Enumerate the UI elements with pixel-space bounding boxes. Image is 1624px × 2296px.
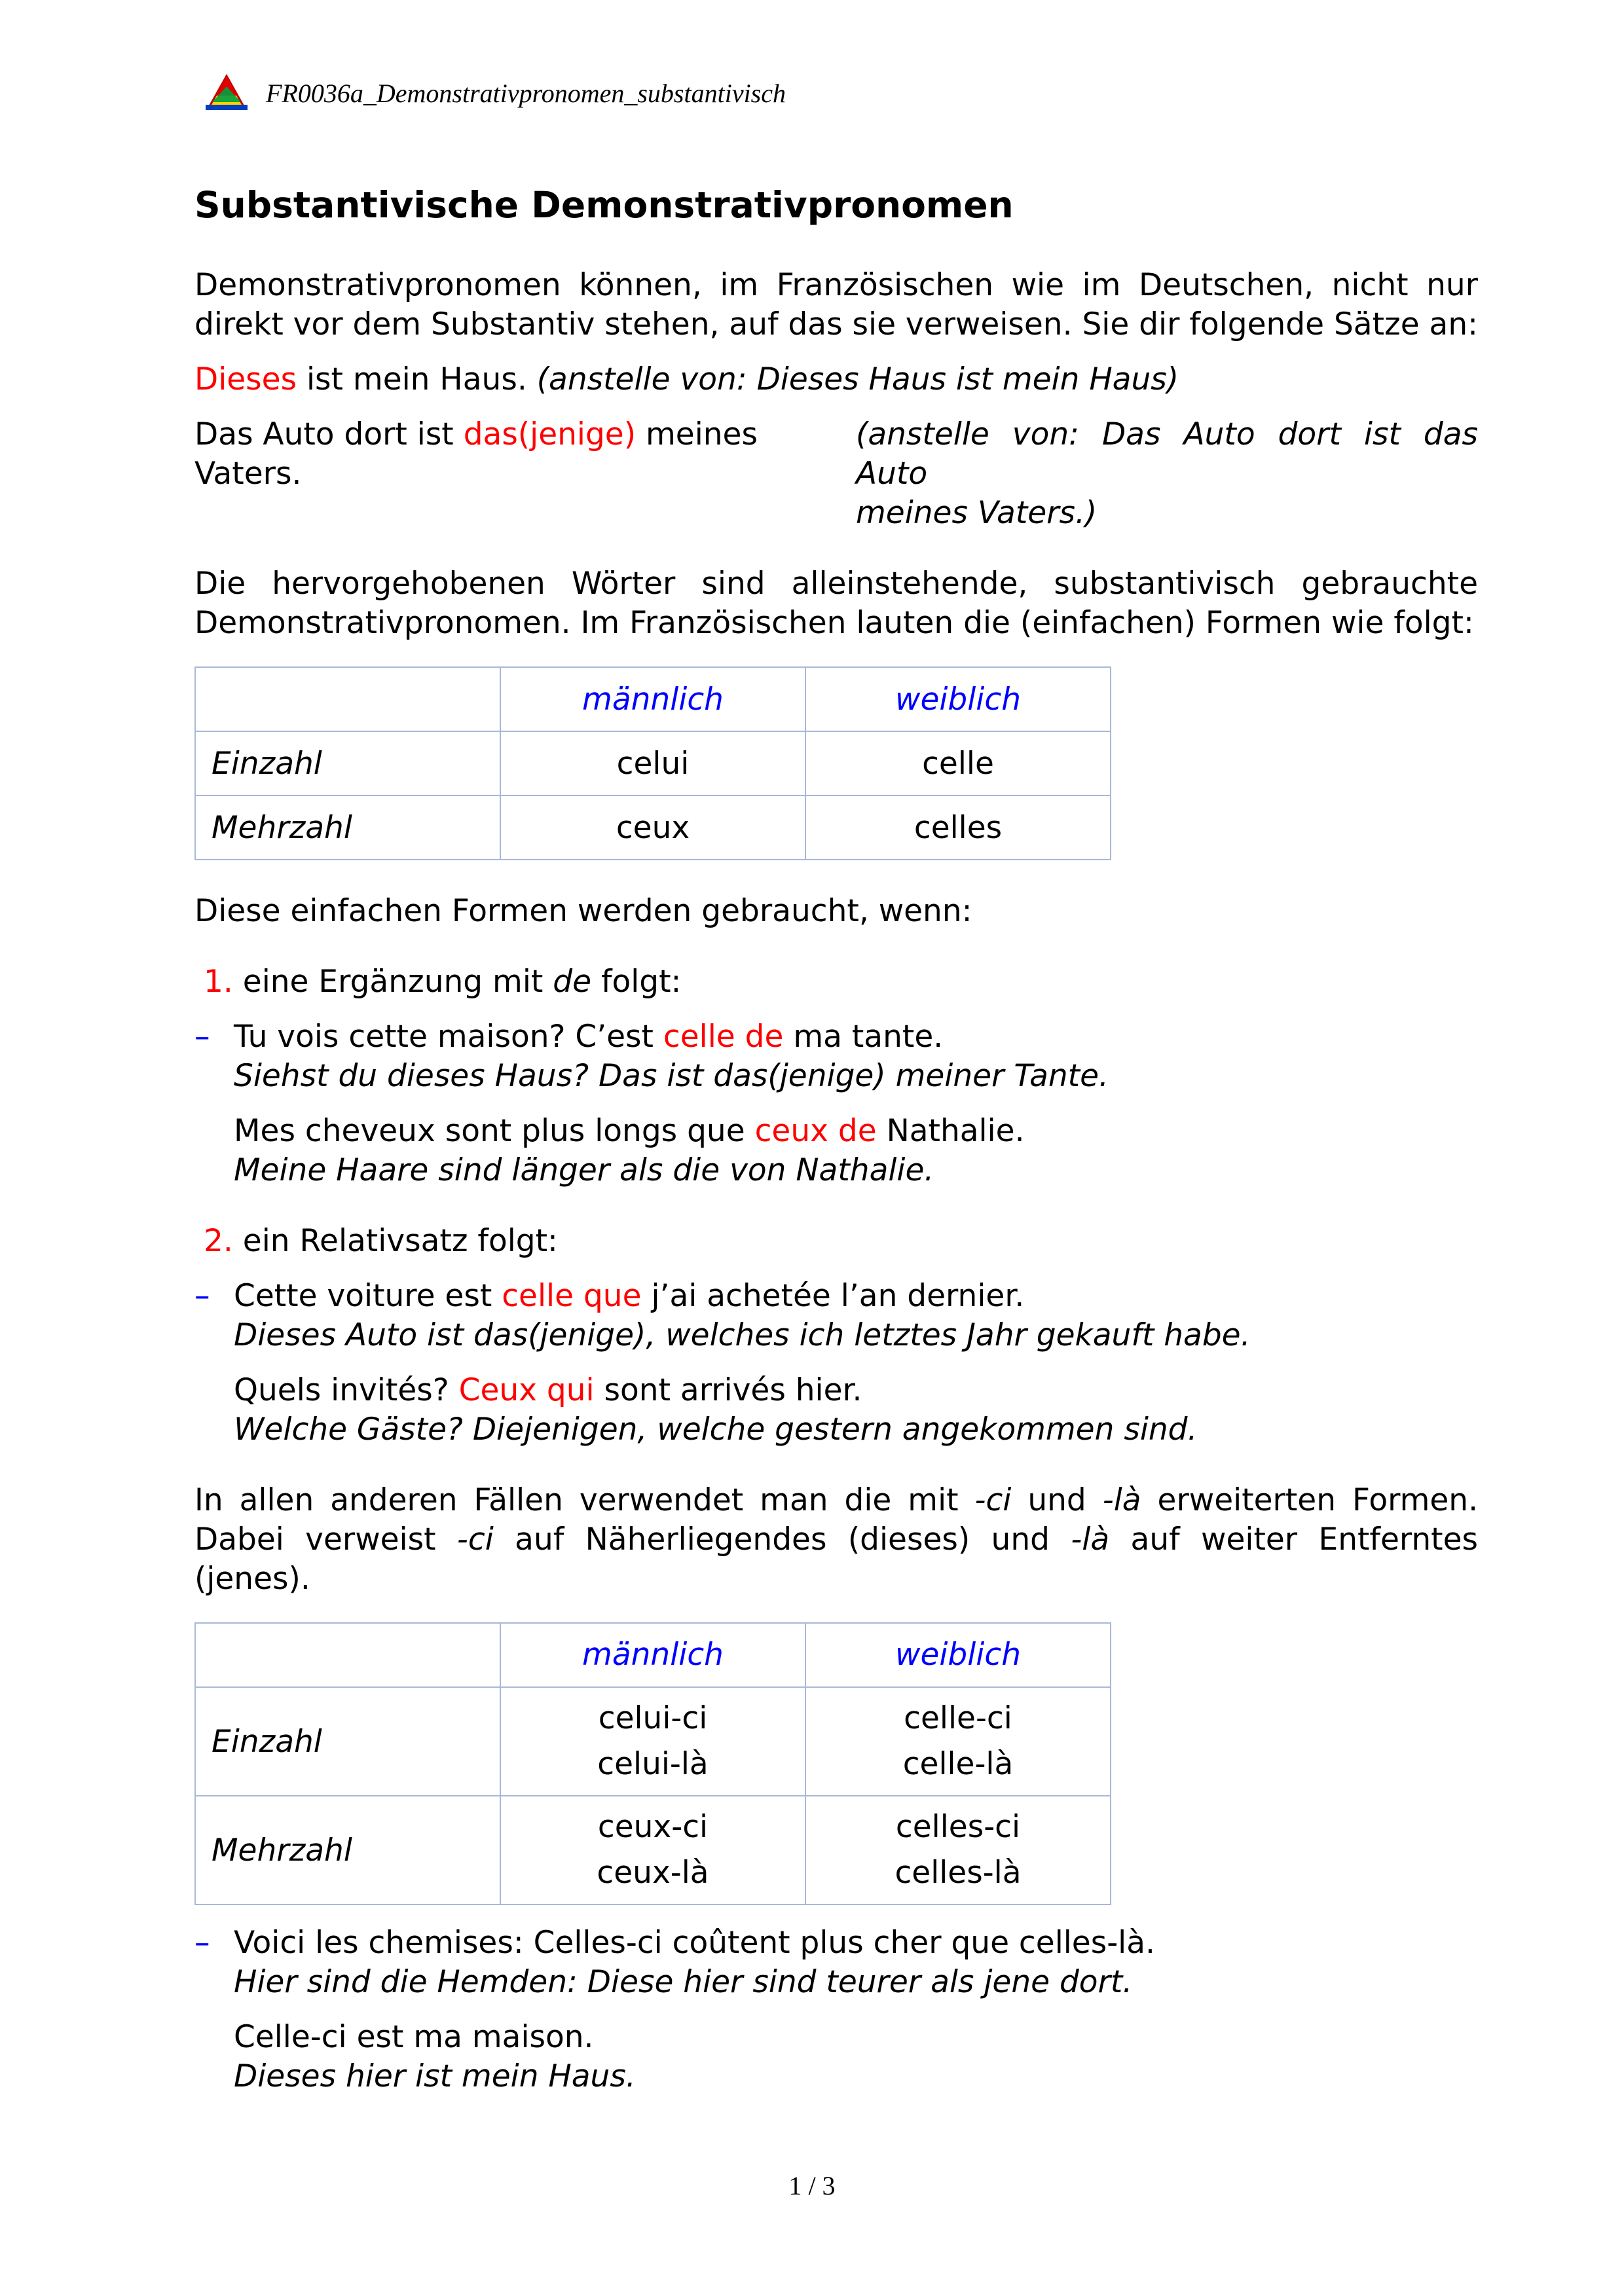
french-example: Celle-ci est ma maison. xyxy=(234,2019,594,2055)
rule-number: 2. xyxy=(204,1223,233,1259)
table-cell: ceux xyxy=(500,795,805,860)
example-item xyxy=(194,1923,1478,2096)
french-example: Cette voiture est celle que j’ai achetée l’an dernier. xyxy=(234,1278,1025,1314)
german-translation: Hier sind die Hemden: Diese hier sind teurer als jene dort. xyxy=(234,1964,1133,2000)
dash-bullet: – xyxy=(194,1278,210,1314)
extended-forms-table xyxy=(194,1622,1111,1905)
table-cell: celles-ci celles-là xyxy=(805,1796,1111,1904)
highlight-word: Dieses xyxy=(194,361,297,397)
table-cell: celui xyxy=(500,731,805,795)
table-header-row xyxy=(195,667,1111,731)
example-sentence-1: Dieses ist mein Haus. (anstelle von: Dieses Haus ist mein Haus) xyxy=(194,361,1179,397)
page-title: Substantivische Demonstrativpronomen xyxy=(194,184,1014,226)
rule-2: 2. ein Relativsatz folgt: xyxy=(204,1223,558,1259)
main-content xyxy=(194,183,1478,2096)
dash-bullet: – xyxy=(194,1019,210,1055)
table-row xyxy=(195,1687,1111,1796)
french-example: Quels invités? Ceux qui sont arrivés hier. xyxy=(234,1372,862,1408)
simple-forms-table xyxy=(194,666,1111,860)
french-example: Mes cheveux sont plus longs que ceux de Nathalie. xyxy=(234,1113,1025,1149)
rule-number: 1. xyxy=(204,964,233,1000)
row-label: Einzahl xyxy=(195,731,500,795)
table-cell: celle xyxy=(805,731,1111,795)
german-translation: Dieses hier ist mein Haus. xyxy=(234,2058,636,2094)
highlight-word: das(jenige) xyxy=(463,416,637,452)
german-translation: Meine Haare sind länger als die von Nathalie. xyxy=(234,1152,934,1188)
german-translation: Siehst du dieses Haus? Das ist das(jenige) meiner Tante. xyxy=(234,1058,1109,1094)
page-number: 1 / 3 xyxy=(788,2171,836,2200)
example-sentence-2: Das Auto dort ist das(jenige) meines Vaters. (anstelle von: Das Auto dort ist das Auto meines Vaters.) xyxy=(194,416,1478,531)
table-header-row xyxy=(195,1623,1111,1687)
column-header: männlich xyxy=(500,1623,805,1687)
french-example: Tu vois cette maison? C’est celle de ma tante. xyxy=(234,1019,944,1055)
table-row xyxy=(195,1796,1111,1904)
example-item xyxy=(194,1277,1478,1449)
column-header: männlich xyxy=(500,667,805,731)
column-header: weiblich xyxy=(805,667,1111,731)
example-item xyxy=(194,1017,1478,1190)
row-label: Mehrzahl xyxy=(195,1796,500,1904)
german-translation: Welche Gäste? Diejenigen, welche gestern angekommen sind. xyxy=(234,1412,1198,1448)
extended-forms-paragraph: In allen anderen Fällen verwendet man die mit -ci und -là erweiterten Formen. Dabei verweist -ci auf Näherliegendes (dieses) und -là auf weiter Entferntes (jenes). xyxy=(194,1482,1479,1597)
row-label: Mehrzahl xyxy=(195,795,500,860)
table-row xyxy=(195,795,1111,860)
usage-intro: Diese einfachen Formen werden gebraucht, wenn: xyxy=(194,893,972,929)
dash-bullet: – xyxy=(194,1925,210,1961)
table-cell: celle-ci celle-là xyxy=(805,1687,1111,1796)
intro-paragraph: Demonstrativpronomen können, im Französischen wie im Deutschen, nicht nur direkt vor dem Substantiv stehen, auf das sie verweisen. Sie dir folgende Sätze an: xyxy=(194,267,1478,342)
row-label: Einzahl xyxy=(195,1687,500,1796)
table-row xyxy=(195,731,1111,795)
table-cell: ceux-ci ceux-là xyxy=(500,1796,805,1904)
german-translation: Dieses Auto ist das(jenige), welches ich letztes Jahr gekauft habe. xyxy=(234,1317,1251,1353)
page-header xyxy=(203,73,786,113)
forms-intro-paragraph: Die hervorgehobenen Wörter sind alleinstehende, substantivisch gebrauchte Demonstrativpronomen. Im Französischen lauten die (einfachen) Formen wie folgt: xyxy=(194,566,1478,641)
publisher-logo-icon xyxy=(203,73,250,113)
table-cell: celui-ci celui-là xyxy=(500,1687,805,1796)
document-code: FR0036a_Demonstrativpronomen_substantivisch xyxy=(266,78,786,108)
rule-1: 1. eine Ergänzung mit de folgt: xyxy=(204,964,682,1000)
table-cell: celles xyxy=(805,795,1111,860)
column-header: weiblich xyxy=(805,1623,1111,1687)
french-example: Voici les chemises: Celles-ci coûtent plus cher que celles-là. xyxy=(234,1925,1155,1961)
